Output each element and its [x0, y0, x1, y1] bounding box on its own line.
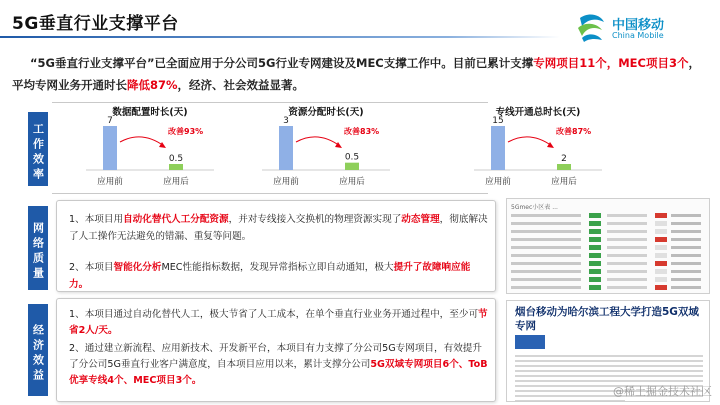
chart-bar [279, 126, 293, 170]
table-cell [671, 222, 701, 225]
china-mobile-logo [574, 10, 704, 50]
table-cell [589, 269, 601, 274]
table-cell [671, 214, 701, 217]
table-cell [607, 246, 647, 249]
table-cell [589, 277, 601, 282]
quality-panel [56, 200, 496, 292]
benefit-p2-text: 2、通过建立新流程、应用新技术、开发新平台，本项目有力支撑了分公司5G专网项目，有效提升了分公司5G垂直行业客户满意度，自本项目应用以来，累计支撑分公司 [69, 343, 482, 370]
quality-p2-text-a: 2、本项目 [69, 262, 114, 273]
table-row [511, 277, 707, 283]
table-cell [671, 286, 701, 289]
table-cell [589, 285, 601, 290]
news-text-line [515, 375, 703, 377]
table-cell [511, 286, 581, 289]
chart-data-label: 15 [492, 116, 504, 126]
title-divider [0, 36, 560, 38]
chart-title: 资源分配时长(天) [288, 107, 364, 118]
chart-arrow [296, 137, 340, 146]
table-cell [671, 254, 701, 257]
news-text-line [515, 355, 703, 357]
table-row [511, 221, 707, 227]
chart-data-label: 2 [561, 154, 567, 164]
table-cell [511, 270, 581, 273]
intro-highlight-reduction: 降低87% [127, 78, 178, 92]
chart-arrow [508, 137, 552, 146]
logo-text-en: China Mobile [612, 31, 664, 40]
quality-p2-highlight-1: 智能化分析 [113, 262, 162, 273]
chart-svg [80, 102, 220, 192]
intro-highlight-projects: 专网项目11个，MEC项目3个 [533, 56, 689, 70]
table-cell [655, 261, 667, 266]
table-cell [511, 214, 581, 217]
table-cell [589, 253, 601, 258]
benefit-panel [56, 298, 496, 402]
table-cell [607, 230, 647, 233]
table-cell [589, 221, 601, 226]
news-text-line [515, 360, 703, 362]
table-cell [607, 254, 647, 257]
quality-point-2 [69, 259, 489, 293]
benefit-point-2 [69, 341, 489, 389]
chart-title: 数据配置时长(天) [112, 107, 188, 118]
intro-text-3: ，经济、社会效益显著。 [177, 78, 305, 92]
chart-data-config [80, 102, 220, 192]
chart-category-label: 应用前 [273, 177, 299, 187]
benefit-point-1 [69, 307, 489, 339]
table-cell [607, 214, 647, 217]
chart-category-label: 应用后 [551, 177, 577, 187]
table-cell [511, 254, 581, 257]
table-cell [655, 253, 667, 258]
band-network-quality: 网络质量 [28, 206, 48, 290]
table-cell [671, 230, 701, 233]
news-text-line [515, 370, 703, 372]
table-row [511, 229, 707, 235]
table-cell [655, 213, 667, 218]
table-row [511, 213, 707, 219]
chart-annotation: 改善83% [344, 127, 380, 136]
table-cell [655, 245, 667, 250]
table-cell [671, 238, 701, 241]
chart-category-label: 应用前 [485, 177, 511, 187]
table-cell [671, 262, 701, 265]
chart-category-label: 应用前 [97, 177, 123, 187]
table-cell [671, 246, 701, 249]
table-cell [671, 270, 701, 273]
table-cell [655, 229, 667, 234]
chart-bar [557, 164, 571, 170]
news-text-line [515, 365, 703, 367]
table-cell [655, 221, 667, 226]
table-cell [511, 238, 581, 241]
news-thumbnail [515, 335, 545, 349]
table-cell [655, 277, 667, 282]
chart-data-label: 0.5 [168, 154, 184, 164]
chart-arrow [120, 137, 164, 146]
band-economic-benefit: 经济效益 [28, 304, 48, 396]
table-row [511, 237, 707, 243]
table-cell [589, 245, 601, 250]
table-row [511, 253, 707, 259]
quality-p1-highlight-2: 动态管理 [401, 214, 440, 225]
chart-annotation: 改善87% [556, 127, 592, 136]
table-row [511, 261, 707, 267]
table-cell [607, 238, 647, 241]
news-title: 烟台移动为哈尔滨工程大学打造5G双域专网 [515, 306, 699, 332]
table-cell [511, 262, 581, 265]
china-mobile-logo-icon [574, 10, 608, 44]
table-cell [589, 213, 601, 218]
chart-annotation: 改善93% [168, 127, 204, 136]
table-cell [511, 246, 581, 249]
table-cell [607, 262, 647, 265]
news-text-line [515, 400, 625, 402]
watermark: @稀土掘金技术社区 [613, 385, 712, 398]
table-cell [589, 229, 601, 234]
table-cell [607, 222, 647, 225]
chart-category-label: 应用后 [339, 177, 365, 187]
chart-bar [491, 126, 505, 170]
logo-text-cn: 中国移动 [612, 18, 665, 33]
benefit-p1-highlight: 节省2人/天。 [69, 309, 488, 336]
benefit-p1-text: 1、本项目通过自动化替代人工，极大节省了人工成本，在单个垂直行业业务开通过程中，至少可 [69, 309, 479, 320]
benefit-p2-highlight: 5G双域专网项目6个、ToB优享专线4个、MEC项目3个。 [69, 359, 488, 386]
table-row [511, 245, 707, 251]
quality-p1-text-c: ，彻底解决了人工操作无法避免的错漏、重复等问题。 [69, 214, 488, 242]
chart-resource-alloc [256, 102, 396, 192]
chart-data-label: 0.5 [344, 152, 360, 163]
table-cell [607, 278, 647, 281]
chart-bar [169, 164, 183, 170]
table-cell [671, 278, 701, 281]
chart-bar [103, 126, 117, 170]
chart-data-label: 3 [283, 116, 289, 126]
news-text-line [515, 380, 703, 382]
chart-category-label: 应用后 [163, 177, 189, 187]
chart-data-label: 7 [107, 116, 113, 126]
resource-table-screenshot [506, 198, 710, 294]
quality-point-1 [69, 211, 489, 245]
intro-paragraph [12, 52, 708, 96]
table-cell [607, 270, 647, 273]
quality-p1-text-a: 1、本项目用 [69, 214, 124, 225]
chart-svg [468, 102, 608, 192]
quality-p1-text-b: ，并对专线接入交换机的物理资源实现了 [228, 214, 402, 225]
quality-p1-highlight-1: 自动化替代人工分配资源 [123, 214, 229, 225]
quality-p2-highlight-2: 提升了故障响应能力。 [69, 262, 471, 290]
chart-title: 专线开通总时长(天) [495, 107, 581, 118]
chart-line-opening [468, 102, 608, 192]
table-row [511, 285, 707, 291]
table-row [511, 269, 707, 275]
table-cell [607, 286, 647, 289]
table-screenshot-header: 5Gmec小区表 ... [511, 204, 558, 211]
band-work-efficiency: 工作效率 [28, 112, 48, 186]
intro-text-2: ，平均专网业务开通时长 [12, 56, 700, 92]
quality-p2-text-b: MEC性能指标数据，发现异常指标立即自动通知，极大 [161, 262, 394, 273]
table-cell [655, 269, 667, 274]
table-cell [511, 230, 581, 233]
table-cell [655, 285, 667, 290]
page-title: 5G垂直行业支撑平台 [12, 14, 179, 34]
table-cell [589, 237, 601, 242]
table-cell [655, 237, 667, 242]
intro-text-1: “5G垂直行业支撑平台”已全面应用于分公司5G行业专网建设及MEC支撑工作中。目前已累计支撑 [30, 56, 534, 70]
chart-bar [345, 163, 359, 170]
chart-svg [256, 102, 396, 192]
table-cell [589, 261, 601, 266]
table-cell [511, 222, 581, 225]
table-cell [511, 278, 581, 281]
